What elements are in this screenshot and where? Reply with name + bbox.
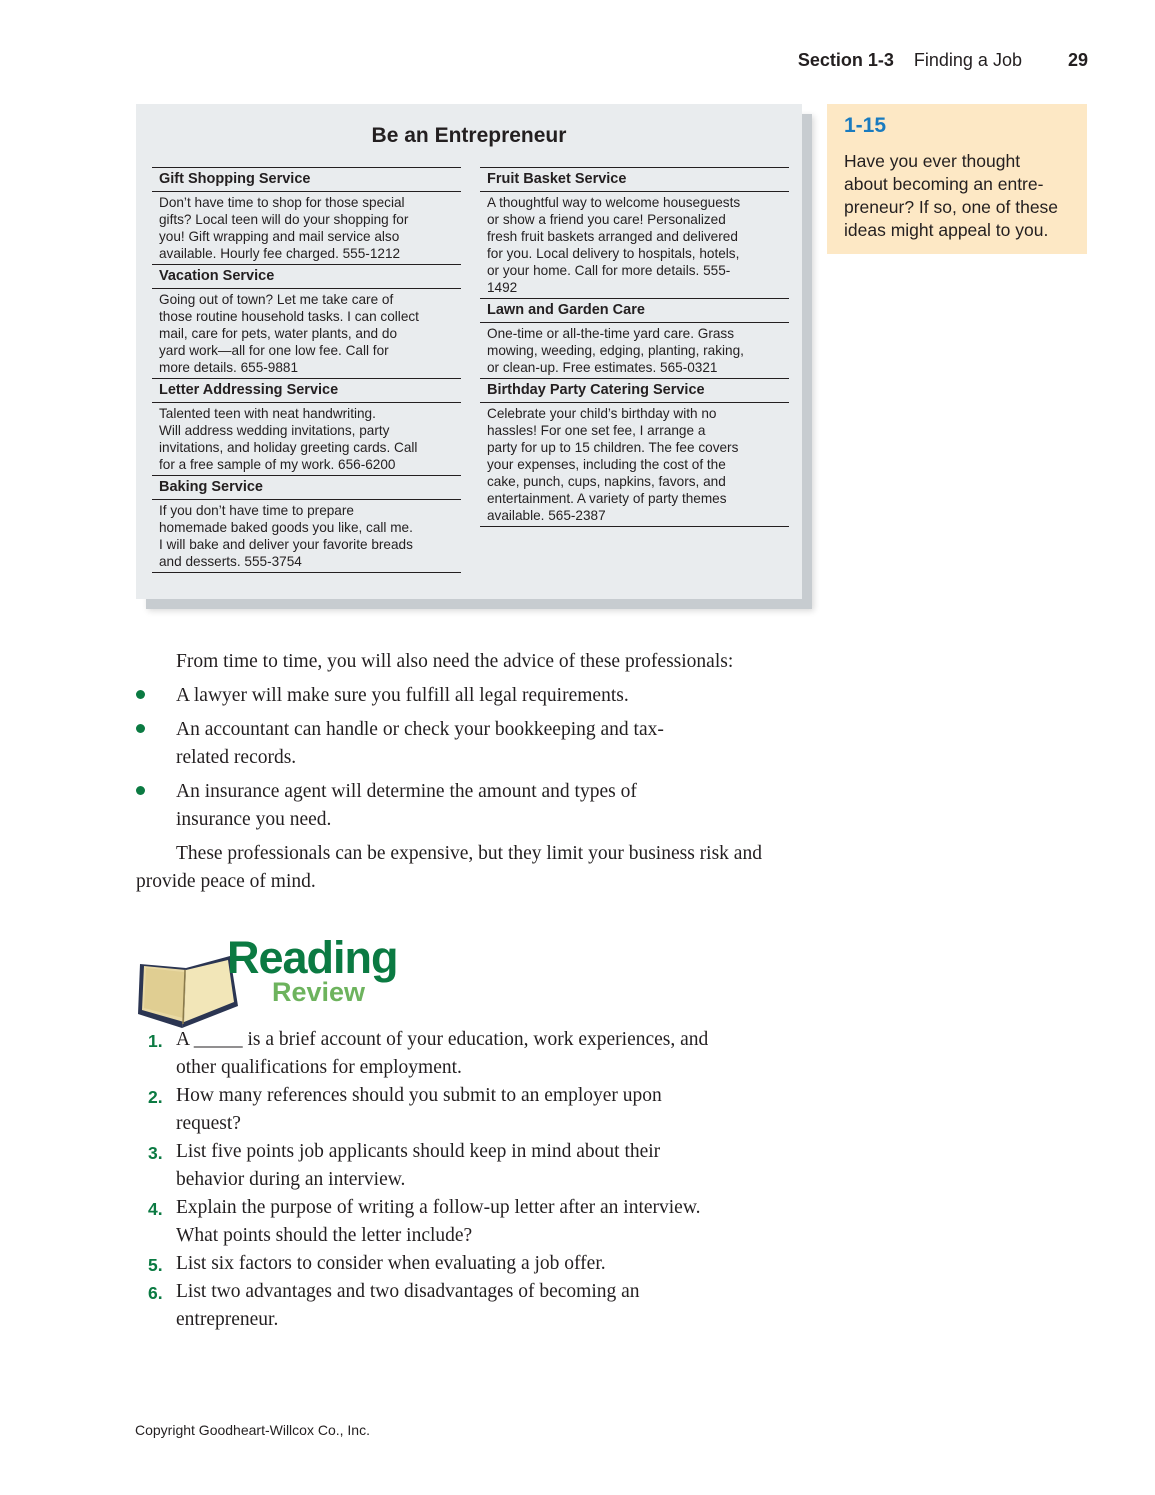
ads-right-column bbox=[480, 167, 789, 527]
ad-title: Gift Shopping Service bbox=[152, 168, 461, 192]
ad-title: Baking Service bbox=[152, 476, 461, 500]
bullet-icon bbox=[136, 724, 145, 733]
question-item: 4. Explain the purpose of writing a follow-up letter after an interview. What points should the letter include? bbox=[148, 1197, 701, 1246]
list-item: An insurance agent will determine the amount and types of insurance you need. bbox=[136, 778, 811, 834]
ad-letter-addressing bbox=[152, 378, 461, 475]
page-number: 29 bbox=[1067, 50, 1088, 70]
ad-fruit-basket bbox=[480, 167, 789, 298]
ad-vacation bbox=[152, 264, 461, 378]
page-header bbox=[798, 50, 1088, 71]
copyright-footer: Copyright Goodheart-Willcox Co., Inc. bbox=[135, 1422, 370, 1438]
ad-baking bbox=[152, 475, 461, 573]
body-section bbox=[136, 648, 811, 896]
ad-body: Going out of town? Let me take care of those routine household tasks. I can collect mail, care for pets, water plants, and do yard work—all for one low fee. Call for more details. 655-9881 bbox=[159, 292, 419, 375]
ad-body: Celebrate your child’s birthday with no hassles! For one set fee, I arrange a party for up to 15 children. The fee covers your expenses, including the cost of the cake, punch, cups, napkins, favors, and entertainment. A variety of party themes available. 565-2387 bbox=[487, 406, 739, 523]
list-item: An accountant can handle or check your bookkeeping and tax- related records. bbox=[136, 716, 811, 772]
note-number: 1-15 bbox=[844, 114, 887, 137]
reading-title: Reading bbox=[227, 932, 398, 983]
ad-title: Lawn and Garden Care bbox=[480, 299, 789, 323]
ad-body: Don’t have time to shop for those special gifts? Local teen will do your shopping for you! Gift wrapping and mail service also available. Hourly fee charged. 555-1212 bbox=[159, 195, 409, 261]
review-subtitle: Review bbox=[272, 977, 366, 1007]
section-title: Finding a Job bbox=[913, 50, 1022, 70]
figure-title: Be an Entrepreneur bbox=[371, 124, 567, 147]
bullet-icon bbox=[136, 786, 145, 795]
list-item: A lawyer will make sure you fulfill all legal requirements. bbox=[136, 682, 811, 710]
question-item: 6. List two advantages and two disadvantages of becoming an entrepreneur. bbox=[148, 1281, 640, 1330]
ad-body: If you don’t have time to prepare homemade baked goods you like, call me. I will bake and deliver your favorite breads and desserts. 555-3754 bbox=[159, 503, 413, 569]
ad-title: Letter Addressing Service bbox=[152, 379, 461, 403]
question-item: 2. How many references should you submit to an employer upon request? bbox=[148, 1085, 662, 1134]
ad-title: Fruit Basket Service bbox=[480, 168, 789, 192]
margin-note bbox=[827, 104, 1087, 254]
ad-lawn-garden bbox=[480, 298, 789, 378]
bullet-icon bbox=[136, 690, 145, 699]
ad-birthday-catering bbox=[480, 378, 789, 527]
intro-paragraph: From time to time, you will also need the advice of these professionals: bbox=[176, 651, 734, 672]
reading-review-heading bbox=[134, 932, 434, 1024]
question-item: 3. List five points job applicants should keep in mind about their behavior during an interview. bbox=[148, 1141, 661, 1190]
entrepreneur-figure bbox=[136, 104, 802, 599]
professionals-list bbox=[136, 682, 811, 834]
closing-paragraph: These professionals can be expensive, but they limit your business risk and provide peace of mind. bbox=[136, 843, 762, 892]
ad-body: One-time or all-the-time yard care. Grass mowing, weeding, edging, planting, raking, or clean-up. Free estimates. 565-0321 bbox=[487, 326, 744, 375]
note-text: Have you ever thought about becoming an entre- preneur? If so, one of these ideas might appeal to you. bbox=[844, 151, 1059, 240]
ad-title: Birthday Party Catering Service bbox=[480, 379, 789, 403]
ads-left-column bbox=[152, 167, 461, 573]
review-questions bbox=[136, 1026, 811, 1334]
ad-gift-shopping bbox=[152, 167, 461, 264]
section-number: Section 1-3 bbox=[797, 50, 894, 70]
question-item: 5. List six factors to consider when evaluating a job offer. bbox=[148, 1253, 606, 1275]
ad-body: Talented teen with neat handwriting. Will address wedding invitations, party invitations, and holiday greeting cards. Call for a free sample of my work. 656-6200 bbox=[159, 406, 418, 472]
question-list bbox=[136, 1026, 811, 1334]
ad-body: A thoughtful way to welcome houseguests or show a friend you care! Personalized fresh fruit baskets arranged and delivered for you. Local delivery to hospitals, hotels, or your home. Call for more details. 555- 1492 bbox=[487, 195, 741, 295]
question-item: 1. A _____ is a brief account of your education, work experiences, and other qualifications for employment. bbox=[148, 1029, 709, 1078]
ad-title: Vacation Service bbox=[152, 265, 461, 289]
